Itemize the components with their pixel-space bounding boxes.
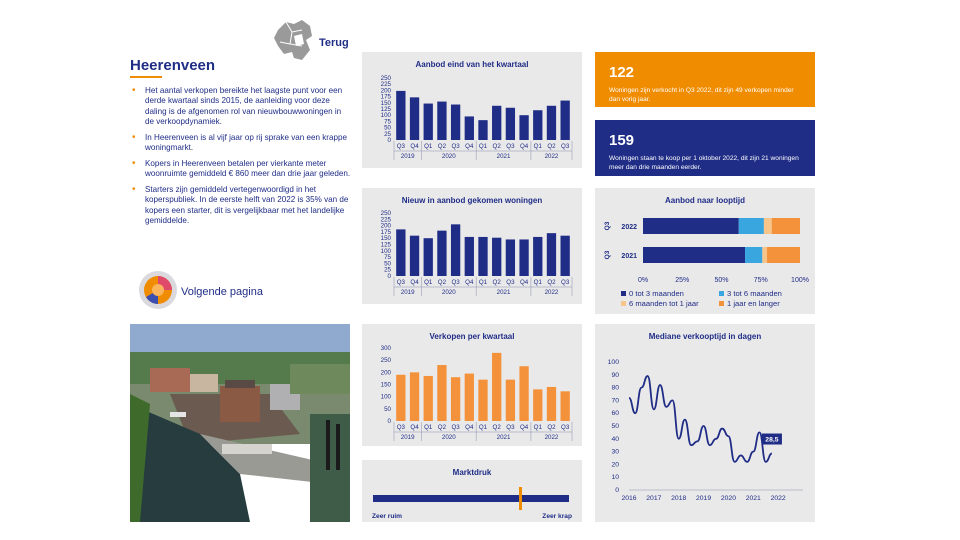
y-tick-label: 40 [611, 435, 619, 443]
bar [478, 380, 487, 421]
legend-label: 3 tot 6 maanden [727, 289, 782, 298]
legend-swatch [719, 291, 724, 296]
x-tick-label: Q2 [492, 424, 501, 431]
summary-item: • In Heerenveen is al vijf jaar op rij sprake van een krappe woningmarkt. [130, 133, 352, 154]
bar [424, 376, 433, 421]
series-line [629, 376, 772, 462]
x-tick-label: Q1 [424, 143, 433, 150]
next-page-icon[interactable] [138, 270, 178, 310]
x-tick-label: 2022 [770, 495, 786, 502]
x-tick-label: Q4 [465, 143, 474, 150]
group-label: 2019 [400, 434, 415, 441]
town-photo [130, 324, 350, 522]
stacked-bar-segment [772, 218, 800, 234]
x-tick-label: Q1 [533, 279, 542, 286]
x-tick-label: Q3 [506, 143, 515, 150]
chart-panel-looptijd [595, 188, 815, 314]
summary-item: • Het aantal verkopen bereikte het laagste punt voor een derde kwartaal sinds 2015, de aanleiding voor deze daling is de afgenomen rol van nieuwbouwwoningen in de verkoopdynamiek. [130, 86, 352, 128]
market-pressure-bar [373, 495, 569, 502]
bar [547, 233, 556, 276]
y-tick-label: 50 [611, 423, 619, 430]
x-tick-label: 25% [675, 277, 690, 284]
summary-item: • Kopers in Heerenveen betalen per vierkante meter woonruimte gemiddeld € 860 meer dan drie jaar geleden. [130, 159, 352, 180]
x-tick-label: Q2 [547, 424, 556, 431]
x-tick-label: Q4 [465, 279, 474, 286]
x-tick-label: 2020 [720, 495, 736, 502]
group-label: 2022 [544, 289, 559, 296]
stacked-bar-segment [767, 247, 800, 263]
market-pressure-panel [362, 460, 582, 522]
y-tick-label: 225 [380, 81, 391, 89]
y-tick-label: 0 [387, 137, 391, 144]
chart-panel-verkooptijd [595, 324, 815, 522]
chart-title: Nieuw in aanbod gekomen woningen [401, 196, 543, 205]
x-tick-label: Q1 [533, 424, 542, 431]
x-tick-label: Q3 [451, 279, 460, 286]
y-tick-label: 0 [387, 273, 391, 280]
group-label: 2021 [496, 153, 511, 160]
x-tick-label: Q2 [547, 279, 556, 286]
y-tick-label: 150 [380, 381, 391, 389]
x-tick-label: Q2 [547, 143, 556, 150]
x-tick-label: Q2 [492, 143, 501, 150]
group-label: 2021 [496, 434, 511, 441]
group-label: 2020 [441, 153, 456, 160]
x-tick-label: Q3 [396, 424, 405, 431]
group-label: 2022 [544, 434, 559, 441]
x-tick-label: Q3 [451, 424, 460, 431]
bar [451, 105, 460, 140]
chart-title: Aanbod eind van het kwartaal [415, 60, 529, 69]
page-title: Heerenveen [130, 57, 216, 74]
y-tick-label: 90 [611, 371, 619, 379]
bar [478, 120, 487, 140]
bar [437, 102, 446, 140]
x-tick-label: Q1 [478, 143, 488, 150]
bar [424, 238, 433, 276]
market-right-label: Zeer krap [542, 513, 572, 520]
y-tick-label: 60 [611, 410, 619, 418]
bar [451, 377, 460, 421]
category-group-label: Q3 [604, 250, 611, 260]
y-tick-label: 25 [384, 130, 391, 138]
x-tick-label: Q3 [561, 143, 570, 150]
bar-chart-aanbod [362, 52, 582, 168]
category-label: 2021 [621, 253, 637, 260]
legend-swatch [621, 301, 626, 306]
bar [506, 239, 515, 276]
bar [396, 375, 405, 421]
bar [560, 391, 569, 421]
y-tick-label: 200 [380, 87, 391, 95]
y-tick-label: 250 [380, 357, 391, 365]
y-tick-label: 150 [380, 99, 391, 107]
bar [506, 380, 515, 421]
stat-sold-text: Woningen zijn verkocht in Q3 2022, dit zijn 49 verkopen minder dan vorig jaar. [609, 87, 794, 103]
y-tick-label: 75 [384, 118, 391, 126]
legend-item [621, 299, 699, 308]
title-underline [130, 76, 162, 78]
summary-list [130, 86, 352, 232]
bar [410, 97, 419, 140]
x-tick-label: Q2 [492, 279, 501, 286]
y-tick-label: 75 [384, 254, 391, 262]
legend-label: 6 maanden tot 1 jaar [629, 299, 699, 308]
x-tick-label: Q3 [506, 424, 515, 431]
y-tick-label: 125 [380, 241, 391, 249]
chart-panel-aanbod [362, 52, 582, 168]
summary-item: • Starters zijn gemiddeld vertegenwoordigd in het koperspubliek. In de eerste helft van 2022 is 35% van de kopers een starter, dit is vergelijkbaar met het landelijke gemiddelde. [130, 185, 352, 227]
x-tick-label: 2016 [621, 495, 637, 502]
bar [478, 237, 487, 276]
stat-sold [595, 52, 815, 107]
y-tick-label: 250 [380, 75, 391, 82]
bar [451, 224, 460, 276]
stat-forsale-value: 159 [609, 132, 635, 149]
stat-forsale-text: Woningen staan te koop per 1 oktober 2022, dit zijn 21 woningen meer dan drie maanden eerder. [609, 155, 799, 171]
stacked-bar-segment [643, 218, 739, 234]
x-tick-label: Q1 [478, 279, 488, 286]
x-tick-label: Q4 [519, 279, 529, 286]
market-title: Marktdruk [452, 468, 492, 477]
bar-chart-verkopen [362, 324, 582, 446]
bar [519, 239, 528, 276]
y-tick-label: 100 [380, 112, 391, 120]
y-tick-label: 100 [607, 359, 619, 366]
stat-forsale [595, 120, 815, 176]
x-tick-label: 2018 [671, 495, 687, 502]
x-tick-label: Q1 [533, 143, 542, 150]
x-tick-label: Q3 [561, 279, 570, 286]
legend-item [719, 289, 782, 298]
category-group-label: Q3 [604, 221, 611, 231]
back-link[interactable]: Terug [319, 37, 349, 49]
next-page-link[interactable]: Volgende pagina [181, 286, 263, 298]
x-tick-label: Q4 [410, 143, 419, 150]
y-tick-label: 250 [380, 210, 391, 217]
bar [410, 372, 419, 421]
x-tick-label: Q3 [451, 143, 460, 150]
legend-swatch [621, 291, 626, 296]
x-tick-label: Q4 [465, 424, 474, 431]
bar [437, 231, 446, 276]
y-tick-label: 100 [380, 393, 391, 401]
y-tick-label: 300 [380, 345, 391, 352]
x-tick-label: Q3 [396, 279, 405, 286]
y-tick-label: 30 [611, 448, 619, 456]
x-tick-label: 2019 [696, 495, 712, 502]
bar [424, 104, 433, 140]
bar [519, 366, 528, 421]
x-tick-label: Q2 [437, 143, 447, 150]
legend-item [621, 289, 684, 298]
bar [396, 91, 405, 140]
bar [560, 101, 569, 140]
y-tick-label: 0 [615, 487, 619, 494]
x-tick-label: Q2 [437, 279, 447, 286]
x-tick-label: 75% [753, 277, 768, 284]
category-label: 2022 [621, 224, 637, 231]
bar [560, 236, 569, 276]
bar [465, 237, 474, 276]
stacked-bar-segment [762, 247, 767, 263]
y-tick-label: 100 [380, 247, 391, 255]
y-tick-label: 175 [380, 93, 391, 101]
x-tick-label: Q4 [410, 424, 419, 431]
y-tick-label: 20 [611, 461, 619, 469]
x-tick-label: Q4 [519, 143, 529, 150]
legend-label: 1 jaar en langer [727, 299, 780, 308]
group-label: 2020 [441, 434, 456, 441]
chart-title: Mediane verkooptijd in dagen [648, 332, 762, 341]
y-tick-label: 125 [380, 106, 391, 113]
line-chart-verkooptijd [595, 324, 815, 522]
stat-sold-value: 122 [609, 64, 635, 81]
bar [396, 229, 405, 276]
bar [519, 115, 528, 140]
y-tick-label: 50 [384, 405, 391, 413]
bar [465, 374, 474, 421]
x-tick-label: Q1 [424, 279, 433, 286]
x-tick-label: 50% [714, 277, 729, 284]
group-label: 2019 [400, 153, 415, 160]
y-tick-label: 80 [611, 384, 619, 392]
legend-label: 0 tot 3 maanden [629, 289, 684, 298]
chart-title: Aanbod naar looptijd [665, 196, 745, 205]
y-tick-label: 200 [380, 222, 391, 230]
group-label: 2021 [496, 289, 511, 296]
chart-title: Verkopen per kwartaal [429, 332, 515, 341]
bar [465, 116, 474, 140]
x-tick-label: Q4 [410, 279, 419, 286]
region-map-icon[interactable] [272, 18, 316, 64]
bar [492, 353, 501, 421]
y-tick-label: 200 [380, 369, 391, 377]
y-tick-label: 50 [384, 260, 391, 268]
x-tick-label: Q3 [506, 279, 515, 286]
y-tick-label: 10 [611, 474, 619, 482]
bar [547, 387, 556, 421]
bar [410, 236, 419, 276]
y-tick-label: 175 [380, 228, 391, 236]
x-tick-label: 0% [637, 277, 649, 284]
x-tick-label: Q4 [519, 424, 529, 431]
y-tick-label: 225 [380, 216, 391, 224]
y-tick-label: 25 [384, 266, 391, 274]
group-label: 2019 [400, 289, 415, 296]
x-tick-label: Q2 [437, 424, 447, 431]
data-label: 28,5 [765, 436, 779, 444]
y-tick-label: 70 [611, 397, 619, 405]
x-tick-label: Q1 [424, 424, 433, 431]
bar [506, 108, 515, 140]
group-label: 2022 [544, 153, 559, 160]
x-tick-label: Q3 [396, 143, 405, 150]
x-tick-label: 2017 [646, 495, 662, 502]
x-tick-label: Q3 [561, 424, 570, 431]
group-label: 2020 [441, 289, 456, 296]
bar [533, 389, 542, 421]
stacked-bar-segment [745, 247, 762, 263]
stacked-bar-segment [739, 218, 764, 234]
y-tick-label: 150 [380, 235, 391, 243]
legend-swatch [719, 301, 724, 306]
bar [533, 110, 542, 140]
bar [533, 237, 542, 276]
chart-panel-verkopen [362, 324, 582, 446]
bar-chart-nieuw [362, 188, 582, 304]
bar [437, 365, 446, 421]
bar [492, 106, 501, 140]
x-tick-label: 100% [791, 277, 809, 284]
stacked-bar-segment [764, 218, 772, 234]
market-left-label: Zeer ruim [372, 513, 403, 520]
y-tick-label: 50 [384, 124, 391, 132]
bar [492, 238, 501, 276]
legend-item [719, 299, 780, 308]
market-pressure-marker [519, 487, 522, 510]
x-tick-label: Q1 [478, 424, 488, 431]
x-tick-label: 2021 [745, 495, 761, 502]
y-tick-label: 0 [387, 418, 391, 425]
bar [547, 106, 556, 140]
stacked-bar-segment [643, 247, 745, 263]
chart-panel-nieuw [362, 188, 582, 304]
